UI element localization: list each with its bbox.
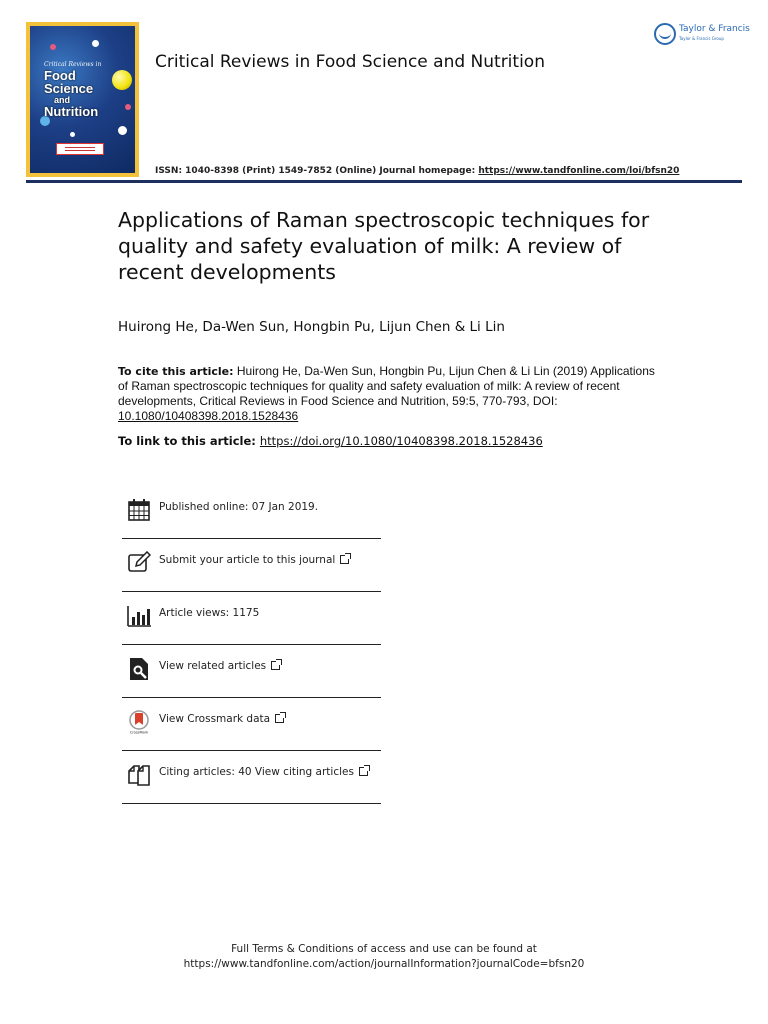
footer-terms-text: Full Terms & Conditions of access and use can be found at — [231, 943, 537, 955]
related-articles-link[interactable] — [159, 660, 280, 672]
footer-terms — [0, 942, 768, 972]
cover-bubble — [118, 126, 127, 135]
article-info-list — [122, 486, 381, 804]
article-title: Applications of Raman spectroscopic techniques for quality and safety evaluation of milk: A review of recent developments — [118, 208, 650, 284]
citation-text: Huirong He, Da-Wen Sun, Hongbin Pu, Lijun Chen & Li Lin (2019) Applications of Raman spectroscopic techniques for quality and safety evaluation of milk: A review of recent developments, Critical Reviews in Food Science and Nutrition, 59:5, 770-793, DOI: — [118, 364, 655, 408]
external-link-icon — [340, 555, 349, 564]
external-link-icon — [271, 661, 280, 670]
calendar-icon — [127, 498, 151, 522]
edit-icon — [127, 551, 151, 575]
cover-bubble — [92, 40, 99, 47]
cover-title-line: Science — [44, 81, 94, 96]
cover-bubble — [50, 44, 56, 50]
submit-article-link[interactable] — [159, 554, 349, 566]
crossmark-row[interactable] — [122, 698, 381, 751]
cover-bubble — [112, 70, 132, 90]
article-authors: Huirong He, Da-Wen Sun, Hongbin Pu, Lijun Chen & Li Lin — [118, 319, 505, 335]
published-online-text: Published online: 07 Jan 2019. — [159, 501, 319, 513]
crossmark-text: View Crossmark data — [159, 713, 271, 725]
article-views-row — [122, 592, 381, 645]
cover-bubble — [70, 132, 75, 137]
cover-title-line: Food — [44, 68, 76, 83]
article-doi-link[interactable]: https://doi.org/10.1080/10408398.2018.1528436 — [259, 434, 543, 448]
footer-terms-link[interactable]: https://www.tandfonline.com/action/journalInformation?journalCode=bfsn20 — [183, 958, 585, 970]
header-divider — [26, 180, 742, 183]
cover-bubble — [125, 104, 131, 110]
citing-articles-row[interactable] — [122, 751, 381, 804]
svg-text:CrossMark: CrossMark — [129, 730, 149, 734]
taylor-francis-logo-icon — [654, 23, 676, 45]
citation-block — [118, 364, 658, 424]
document-search-icon — [127, 657, 151, 681]
cover-title-line: and — [54, 95, 71, 105]
journal-homepage-link[interactable]: https://www.tandfonline.com/loi/bfsn20 — [478, 166, 680, 176]
citation-doi-link[interactable]: 10.1080/10408398.2018.1528436 — [118, 409, 299, 423]
link-label: To link to this article: — [118, 434, 256, 448]
article-link-line — [118, 434, 543, 448]
crossmark-icon — [127, 710, 151, 734]
cover-small-title: Critical Reviews in — [44, 61, 102, 68]
citing-articles-link[interactable] — [159, 766, 368, 778]
journal-title: Critical Reviews in Food Science and Nutrition — [155, 52, 545, 72]
cover-title-line: Nutrition — [44, 104, 99, 119]
citation-label: To cite this article: — [118, 365, 234, 378]
cover-title — [44, 69, 98, 118]
citing-documents-icon — [127, 763, 151, 787]
publisher-logo[interactable] — [653, 22, 749, 46]
article-views-text: Article views: 1175 — [159, 607, 260, 619]
publisher-group: Taylor & Francis Group — [679, 36, 724, 41]
issn-line — [155, 166, 679, 176]
issn-text: ISSN: 1040-8398 (Print) 1549-7852 (Online) Journal homepage: — [155, 166, 479, 176]
published-online-row — [122, 486, 381, 539]
submit-article-row[interactable] — [122, 539, 381, 592]
publisher-name: Taylor & Francis — [679, 24, 750, 34]
external-link-icon — [275, 714, 284, 723]
external-link-icon — [359, 767, 368, 776]
cover-artwork — [30, 26, 135, 173]
related-articles-row[interactable] — [122, 645, 381, 698]
citing-articles-text: Citing articles: 40 View citing articles — [159, 766, 354, 778]
journal-cover-image[interactable] — [26, 22, 139, 177]
submit-article-text: Submit your article to this journal — [159, 554, 336, 566]
bar-chart-icon — [127, 604, 151, 628]
cover-label-box — [56, 143, 104, 155]
related-articles-text: View related articles — [159, 660, 267, 672]
crossmark-link[interactable] — [159, 713, 284, 725]
